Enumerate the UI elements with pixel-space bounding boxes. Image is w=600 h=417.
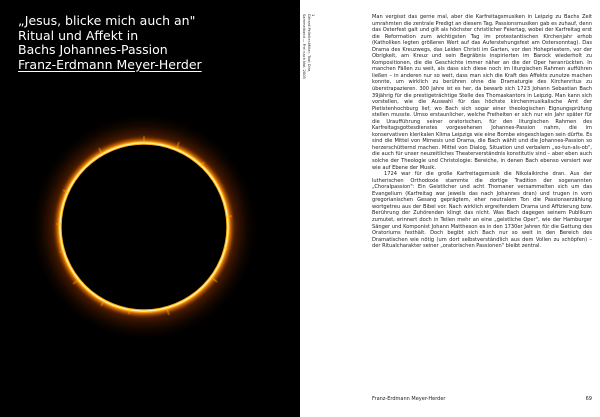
footnote-line-2: Gérard Pelletier-Miller, Tout Dire,: [306, 14, 311, 73]
footer-author: Franz-Erdmann Meyer-Herder: [372, 396, 446, 402]
article-title: [18, 14, 298, 72]
title-line-3: Bachs Johannes-Passion: [18, 42, 168, 57]
title-line-2: Ritual und Affekt in: [18, 27, 139, 43]
footnote: [302, 14, 365, 99]
footnote-text: [302, 14, 315, 79]
title-line-1: „Jesus, blicke mich auch an": [18, 13, 196, 28]
body-paragraph-2: 1724 war für die große Karfreitagsmusik die Nikolaikirche dran. Aus der lutherischen Orthodoxie stammte die dortige Tradition der sogenannten „Choralpassion": Ein Geistlicher und acht Thomaner versammelten sich um das Evangelium (Karfreitag war jeweils das nach Johannes dran) und trugen in vom gregorianischen Gesang geprägtem, eher neutralem Ton die Passionserzählung wortgetreu aus der Bibel vor. Nach wirklich ergreifendem Drama und Affizierung bzw. Berührung der Zuhörenden klingt das nicht. Was Bach dagegen seinem Publikum zumutet, erinnert doch in Teilen mehr an eine „geistliche Oper", wie der Hamburger Sänger und Komponist Johann Mattheson es in den 1730er Jahren für die Gattung des Oratoriums festhält. Doch begibt sich Bach nur so weit in den Bereich des Dramatischen wie nötig (um dort selbstverständlich aus dem Vollen zu schöpfen) – der Ritualcharakter seiner „oratorischen Passionen" bleibt zentral.: [372, 171, 592, 250]
article-author: Franz-Erdmann Meyer-Herder: [18, 56, 202, 72]
footnote-line-3: Sammelband — Frei nach Nat. 2005: [302, 14, 307, 79]
article-body: [372, 14, 592, 250]
page-number: 69: [585, 396, 592, 402]
body-paragraph-1: Man vergisst das gerne mal, aber die Karfreitagsmusiken in Leipzig zu Bachs Zeit umrahmten die zentrale Predigt an diesem Tag. Passionsmusiken gab es zuhauf, denn das Osterfest galt und gilt als höchster christlicher Feiertag, wobei der Karfreitag erst die Reformation zum wichtigsten Tag im protestantischen Kirchenjahr erhob (Katholiken legten größeren Wert auf das Auferstehungsfest am Ostersonntag). Das Drama des Kreuzwegs, das Leiden Christi im Garten, vor den Hohepriestern, vor der Obrigkeit, am Kreuz und sein Begräbnis inspirierten im Barock wiederholt zu Kompositionen, die die Geschichte immer näher an die der Oper heranrückten. In manchen Fällen zu weit, als dass sich diese noch im liturgischen Rahmen aufführen ließen – in anderen nur so weit, dass man sich die Kraft des Affekts zunutze machen konnte, um wirklich zu berühren ohne die Dramaturgie des Kirchenritus zu überstrapazieren. 300 Jahre ist es her, da bewarb sich 1723 Johann Sebastian Bach 39jährig für die prestigeträchtige Stelle des Thomaskantors in Leipzig. Man kann sich vorstellen, wie die Auswahl für das höchste kirchenmusikalische Amt der Pietistenhochburg lief, wo Bach sich sogar einer theologischen Eignungsprüfung stellen musste. Umso erstaunlicher, welche Freiheiten er sich nur ein Jahr später für die Uraufführung seiner oratorischen, für den liturgischen Rahmen des Karfreitagsgottesdienstes vorgesehenen Johannes-Passion nahm, die im konservativen klerikalen Klima Leipzigs wie eine Bombe eingeschlagen sein dürfte. Es sind die Mittel von Mimesis und Drama, die Bach wählt und die Johannes-Passion so herzerschütternd machen. Mittel von Dialog, Situation und verbalem „so-tun-als-ob", die auch für unser neuzeitliches Theaterverständnis konstitutiv sind – aber eben auch solche der Theologie und Christologie: Bereiche, in denen Bach ebenso versiert war wie auf Ebene der Musik.: [372, 14, 592, 171]
running-footer: [372, 396, 592, 402]
solar-eclipse-image: [29, 112, 259, 342]
footnote-line-1: 1: [311, 14, 315, 17]
